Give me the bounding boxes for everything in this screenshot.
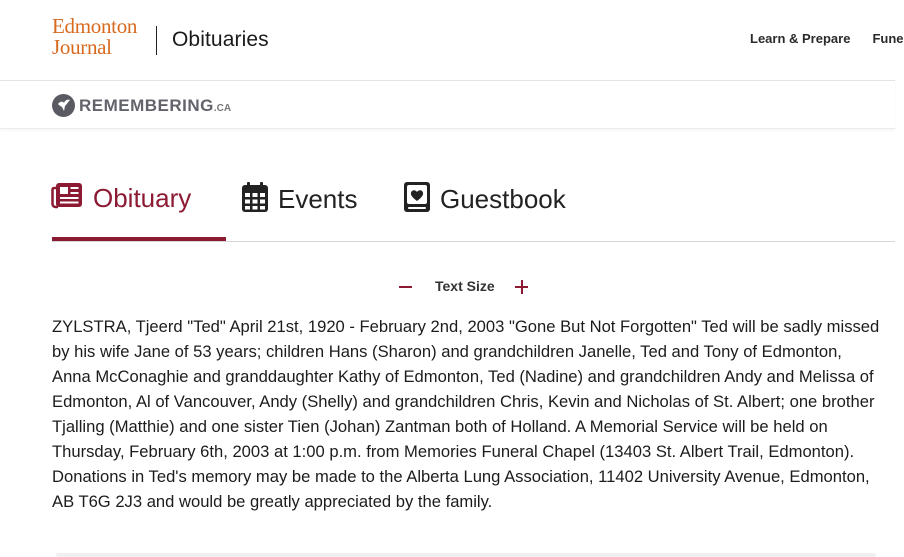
remembering-dove-icon <box>52 94 75 117</box>
tab-guestbook-label: Guestbook <box>440 184 566 214</box>
tab-events-label: Events <box>278 184 358 214</box>
edmonton-journal-logo[interactable] <box>52 16 149 58</box>
tab-obituary-label: Obituary <box>93 182 192 213</box>
tab-guestbook[interactable] <box>404 182 566 217</box>
obituary-text: ZYLSTRA, Tjeerd "Ted" April 21st, 1920 - February 2nd, 2003 "Gone But Not Forgotten" Ted will be sadly missed by his wife Jane of 53 years; children Hans (Sharon) and grandchildren Janelle, Ted and Tony of Edmonton, Anna McConaghie and granddaughter Kathy of Edmonton, Ted (Nadine) and grandchildren Andy and Melissa of Edmonton, Al of Vancouver, Andy (Shelly) and grandchildren Chris, Kevin and Nicholas of St. Albert; one brother Tjalling (Matthie) and one sister Tien (Johan) Zantman both of Holland. A Memorial Service will be held on Thursday, February 6th, 2003 at 1:00 p.m. from Memories Funeral Chapel (13403 St. Albert Trail, Edmonton). Donations in Ted's memory may be made to the Alberta Lung Association, 11402 University Avenue, Edmonton, AB T6G 2J3 and would be greatly appreciated by the family. <box>52 317 880 511</box>
increase-text-size-button[interactable] <box>513 276 531 298</box>
text-size-control <box>397 276 532 298</box>
remembering-logo-text: REMEMBERING <box>79 95 214 115</box>
remembering-logo-suffix: .CA <box>213 103 232 114</box>
tab-obituary[interactable] <box>52 182 191 214</box>
decrease-text-size-button[interactable] <box>397 276 415 298</box>
header-divider <box>156 26 157 55</box>
calendar-icon <box>242 182 268 217</box>
header-nav <box>750 31 904 46</box>
minus-icon <box>399 286 412 288</box>
section-divider <box>56 553 876 557</box>
logo-line-2: Journal <box>52 35 112 59</box>
nav-funeral[interactable]: Fune <box>872 31 904 46</box>
guestbook-heart-icon <box>404 182 430 217</box>
remembering-logo[interactable] <box>52 94 231 117</box>
newspaper-icon <box>52 182 83 214</box>
active-tab-indicator <box>52 237 226 241</box>
remembering-bar <box>0 81 895 129</box>
obituary-tabs <box>52 168 895 242</box>
nav-learn-prepare[interactable]: Learn & Prepare <box>750 31 851 46</box>
logo-line-1: Edmonton <box>52 14 138 38</box>
tab-events[interactable] <box>242 182 358 217</box>
site-header <box>0 0 904 81</box>
page-section-title[interactable]: Obituaries <box>172 28 269 51</box>
text-size-label: Text Size <box>435 278 495 294</box>
